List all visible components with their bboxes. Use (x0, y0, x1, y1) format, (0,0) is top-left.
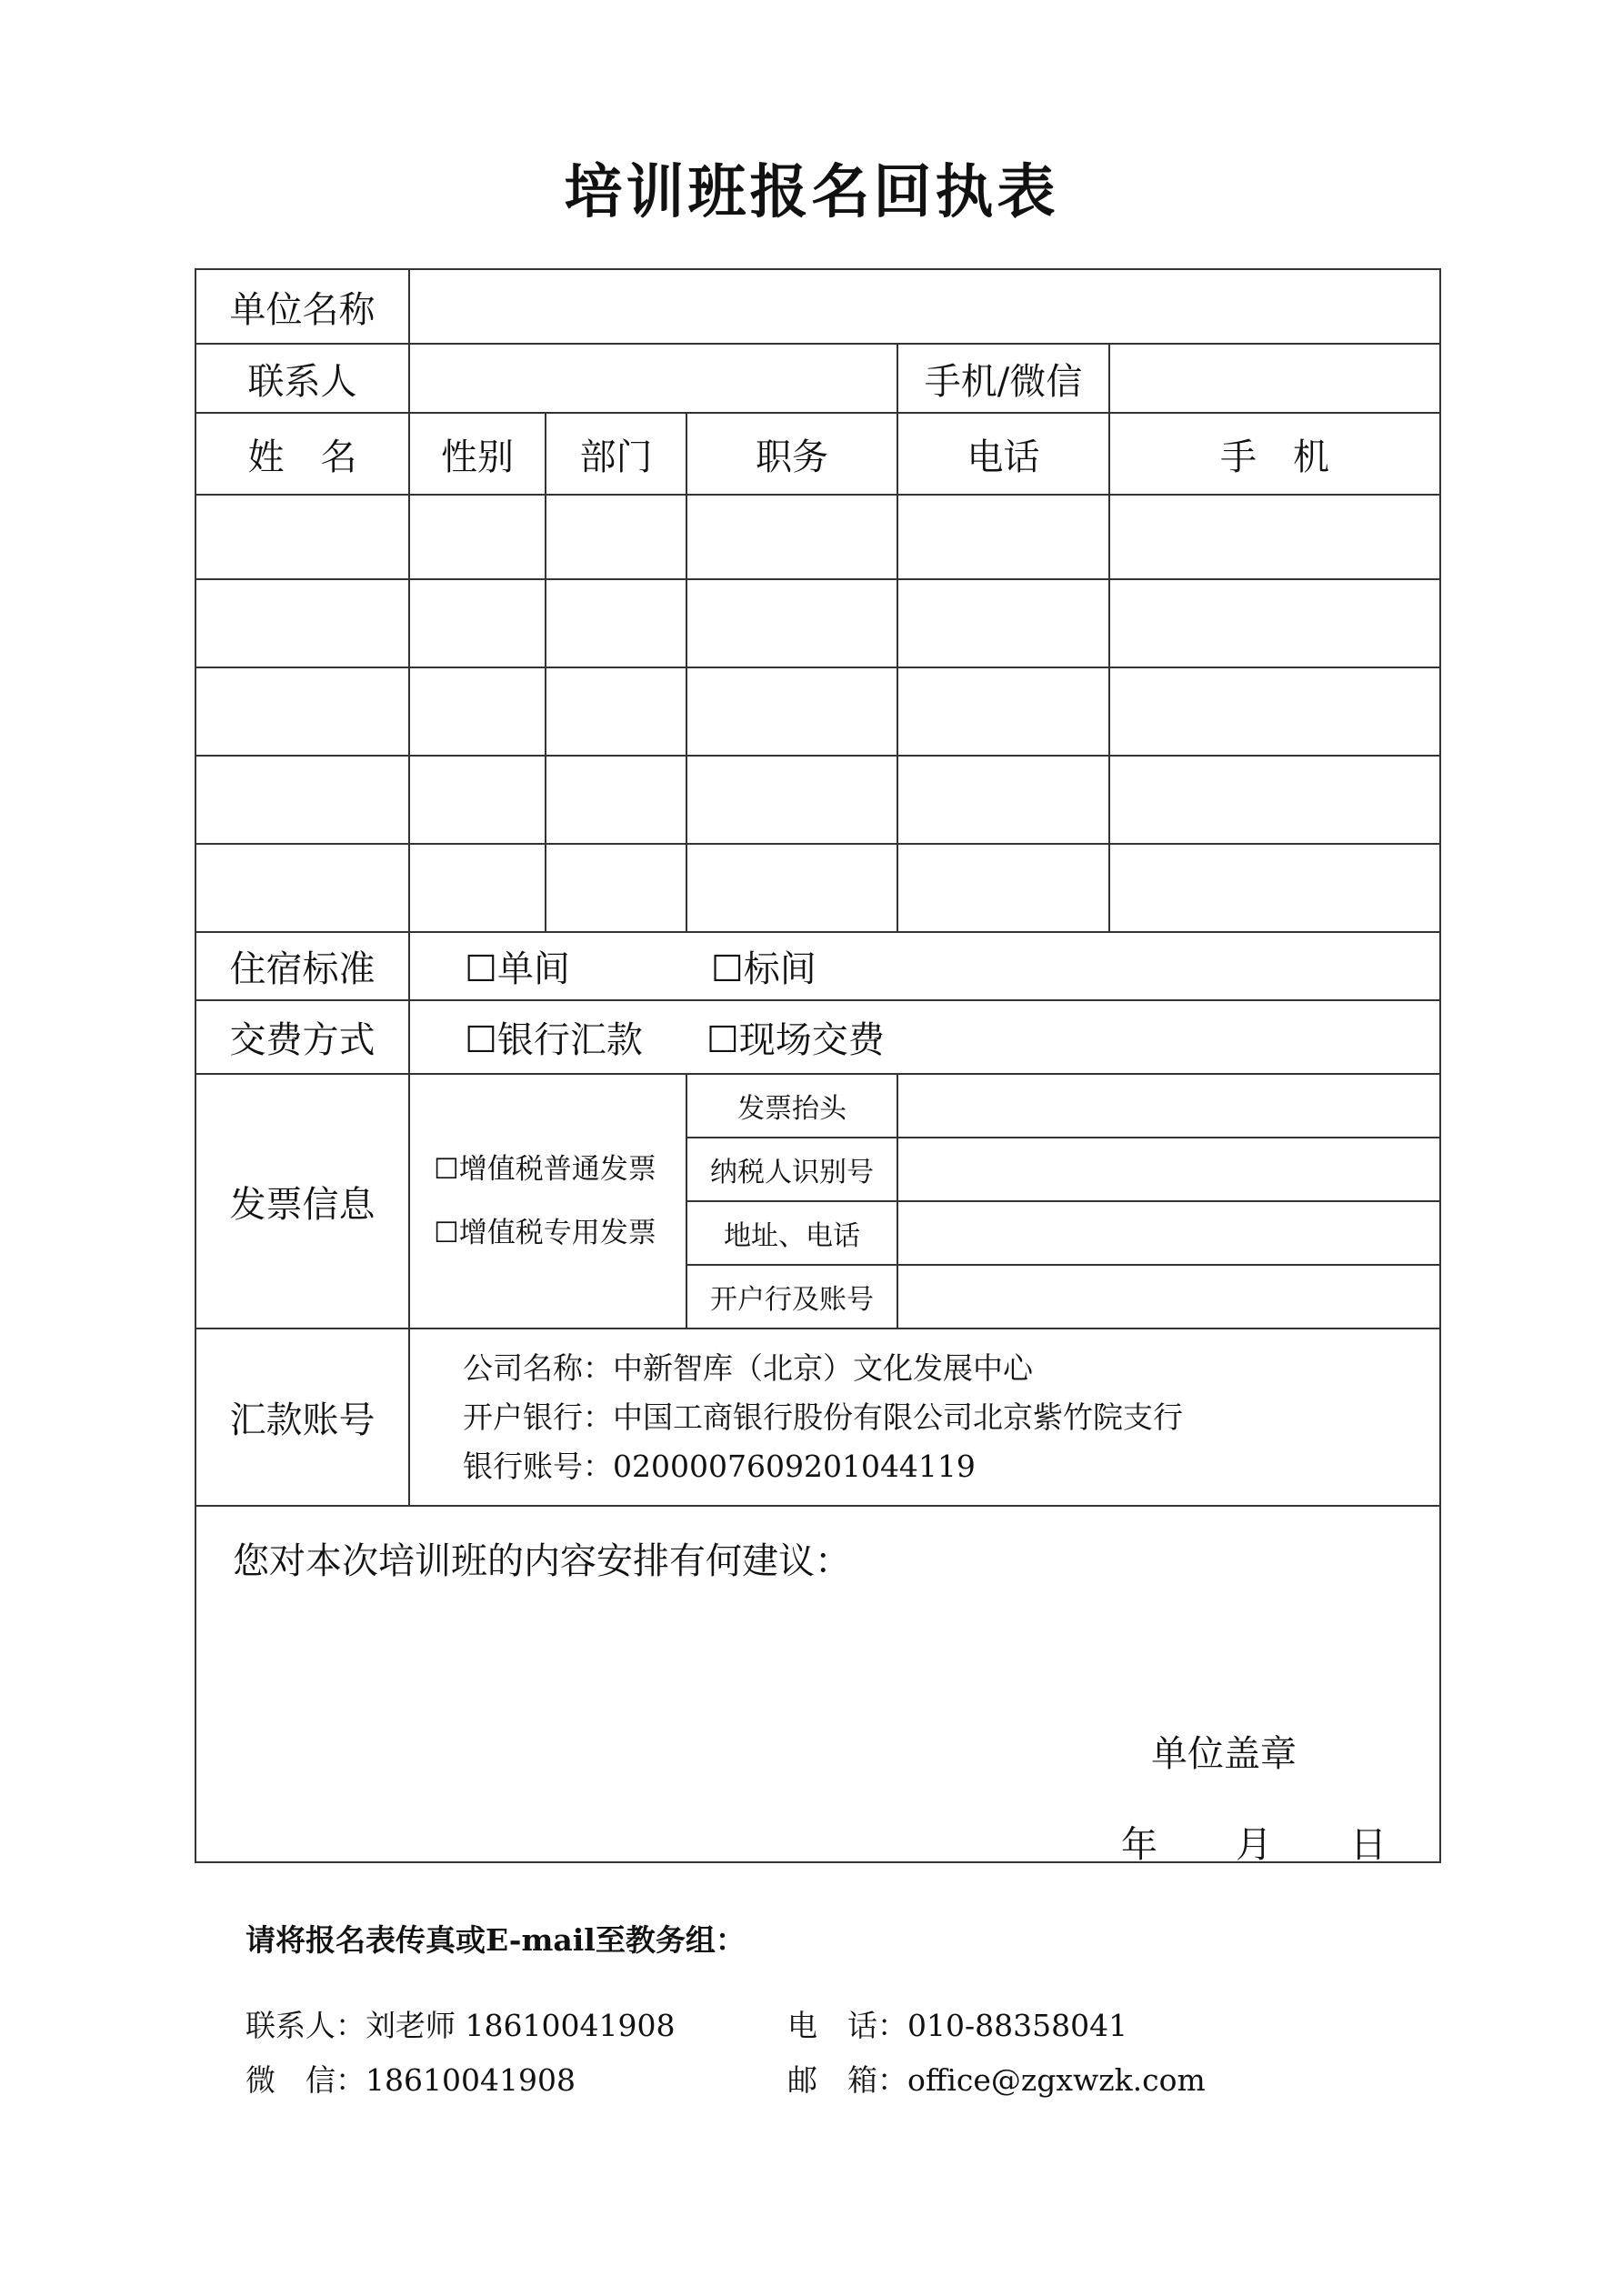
attendee-cell[interactable] (897, 495, 1109, 579)
lodging-label: 住宿标准 (195, 932, 409, 1000)
taxpayer-id-label: 纳税人识别号 (686, 1138, 897, 1201)
suggestion-area[interactable] (195, 1506, 1440, 1866)
column-header-mobile: 手 机 (1109, 413, 1440, 495)
mobile-wechat-label: 手机/微信 (897, 344, 1109, 413)
attendee-cell[interactable] (546, 844, 686, 932)
onsite-payment-checkbox[interactable]: ☐现场交费 (706, 1019, 885, 1061)
address-phone-field[interactable] (897, 1201, 1440, 1265)
attendee-cell[interactable] (546, 579, 686, 667)
attendee-row (195, 844, 1440, 932)
attendee-cell[interactable] (897, 844, 1109, 932)
attendee-cell[interactable] (409, 579, 546, 667)
bank-name-line: 开户银行：中国工商银行股份有限公司北京紫竹院支行 (463, 1399, 1183, 1435)
remittance-details (409, 1328, 1440, 1506)
attendee-cell[interactable] (686, 495, 897, 579)
unit-name-label: 单位名称 (195, 269, 409, 344)
day-label: 日 (1350, 1824, 1387, 1866)
column-header-department: 部门 (546, 413, 686, 495)
single-room-checkbox[interactable]: ☐单间 (465, 948, 570, 990)
attendee-cell[interactable] (1109, 667, 1440, 756)
bank-transfer-checkbox[interactable]: ☐银行汇款 (465, 1019, 643, 1061)
invoice-title-field[interactable] (897, 1074, 1440, 1138)
standard-room-checkbox[interactable]: ☐标间 (710, 948, 817, 990)
payment-options (409, 1000, 1440, 1074)
unit-seal-label: 单位盖章 (1151, 1733, 1297, 1775)
address-phone-label: 地址、电话 (686, 1201, 897, 1265)
page-title: 培训班报名回执表 (564, 158, 1059, 226)
column-header-phone: 电话 (897, 413, 1109, 495)
contact-field[interactable] (409, 344, 897, 413)
attendee-cell[interactable] (686, 579, 897, 667)
attendee-row (195, 495, 1440, 579)
bank-account-label: 开户行及账号 (686, 1265, 897, 1328)
footer-note: 请将报名表传真或E-mail至教务组： (245, 1922, 746, 1958)
unit-name-field[interactable] (409, 269, 1440, 344)
contact-phone: 电 话：010-88358041 (787, 2008, 1128, 2043)
attendee-cell[interactable] (195, 756, 409, 844)
column-header-gender: 性别 (409, 413, 546, 495)
attendee-cell[interactable] (546, 756, 686, 844)
attendee-cell[interactable] (1109, 579, 1440, 667)
general-vat-invoice-checkbox[interactable]: ☐增值税普通发票 (434, 1153, 656, 1186)
taxpayer-id-field[interactable] (897, 1138, 1440, 1201)
attendee-cell[interactable] (195, 495, 409, 579)
column-header-name: 姓 名 (195, 413, 409, 495)
attendee-cell[interactable] (546, 667, 686, 756)
special-vat-invoice-checkbox[interactable]: ☐增值税专用发票 (434, 1217, 656, 1249)
attendee-row (195, 756, 1440, 844)
attendee-cell[interactable] (1109, 495, 1440, 579)
attendee-cell[interactable] (686, 756, 897, 844)
bank-account-field[interactable] (897, 1265, 1440, 1328)
invoice-type-options (409, 1074, 686, 1328)
attendee-cell[interactable] (897, 579, 1109, 667)
attendee-row (195, 667, 1440, 756)
attendee-row (195, 579, 1440, 667)
account-number-line: 银行账号：0200007609201044119 (463, 1448, 976, 1484)
company-name-line: 公司名称：中新智库（北京）文化发展中心 (463, 1349, 1033, 1386)
mobile-wechat-field[interactable] (1109, 344, 1440, 413)
attendee-cell[interactable] (195, 844, 409, 932)
attendee-cell[interactable] (1109, 844, 1440, 932)
contact-email[interactable]: 邮 箱：office@zgxwzk.com (787, 2062, 1206, 2098)
suggestion-question: 您对本次培训班的内容安排有何建议： (233, 1540, 851, 1582)
contact-person: 联系人：刘老师 18610041908 (245, 2008, 676, 2043)
attendee-cell[interactable] (195, 667, 409, 756)
payment-label: 交费方式 (195, 1000, 409, 1074)
attendee-cell[interactable] (686, 844, 897, 932)
year-label: 年 (1121, 1824, 1157, 1866)
attendee-cell[interactable] (686, 667, 897, 756)
contact-wechat: 微 信：18610041908 (245, 2062, 576, 2098)
lodging-options (409, 932, 1440, 1000)
attendee-cell[interactable] (195, 579, 409, 667)
month-label: 月 (1236, 1824, 1272, 1866)
contact-label: 联系人 (195, 344, 409, 413)
attendee-cell[interactable] (1109, 756, 1440, 844)
attendee-cell[interactable] (897, 756, 1109, 844)
attendee-cell[interactable] (409, 495, 546, 579)
remittance-label: 汇款账号 (195, 1328, 409, 1506)
column-header-position: 职务 (686, 413, 897, 495)
attendee-cell[interactable] (409, 844, 546, 932)
invoice-label: 发票信息 (195, 1074, 409, 1328)
attendee-cell[interactable] (409, 756, 546, 844)
attendee-cell[interactable] (409, 667, 546, 756)
attendee-cell[interactable] (546, 495, 686, 579)
attendee-cell[interactable] (897, 667, 1109, 756)
invoice-title-label: 发票抬头 (686, 1074, 897, 1138)
registration-form (195, 268, 1441, 1866)
